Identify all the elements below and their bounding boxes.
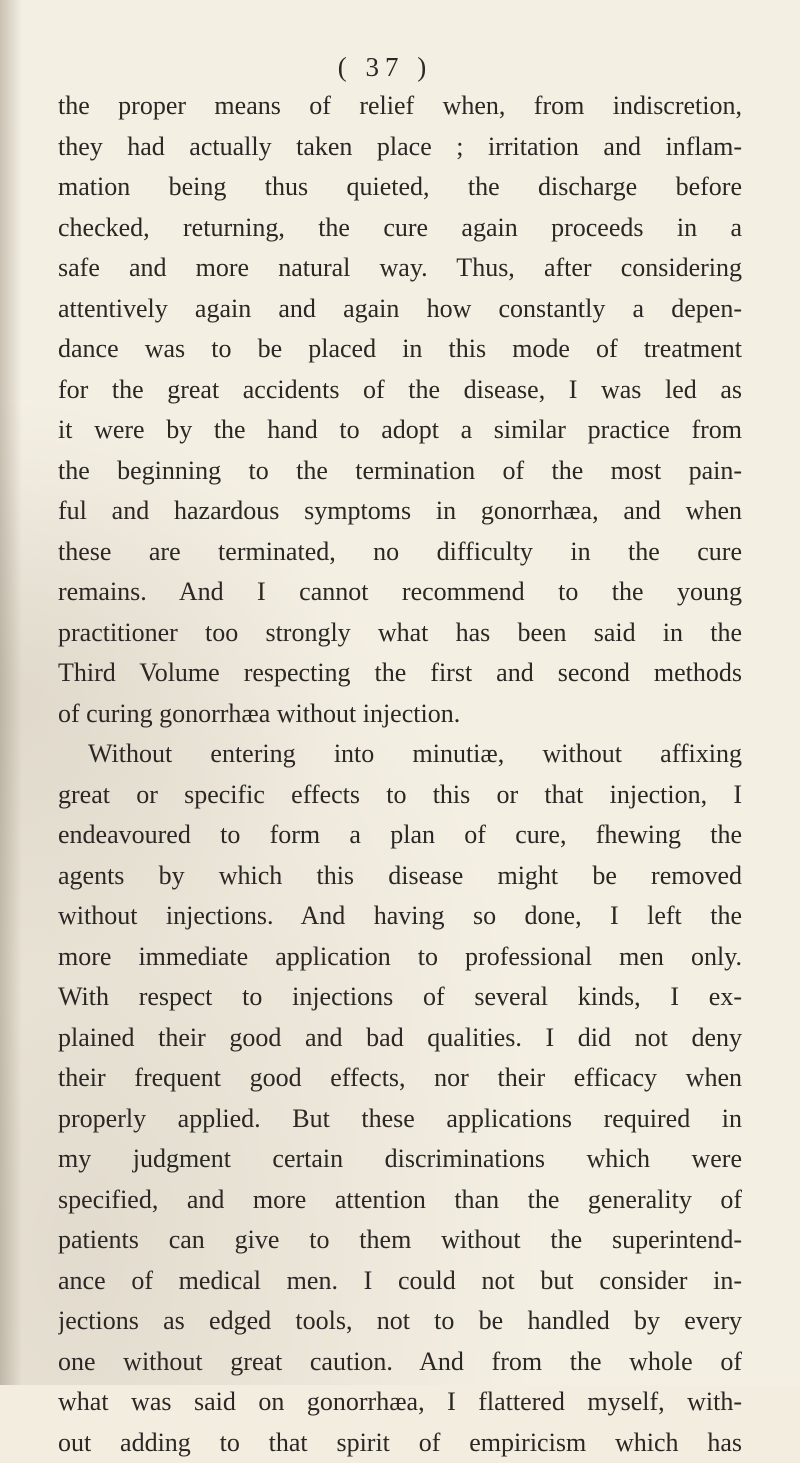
text-line: it were by the hand to adopt a similar practice from (58, 410, 742, 451)
text-line: the beginning to the termination of the most pain- (58, 451, 742, 492)
text-line: patients can give to them without the superintend- (58, 1220, 742, 1261)
body-text (58, 86, 742, 1463)
text-line: With respect to injections of several kinds, I ex- (58, 977, 742, 1018)
text-line: for the great accidents of the disease, I was led as (58, 370, 742, 411)
text-line: out adding to that spirit of empiricism which has (58, 1423, 742, 1463)
page-edge-shadow (0, 0, 22, 1385)
text-line: safe and more natural way. Thus, after considering (58, 248, 742, 289)
text-line: remains. And I cannot recommend to the young (58, 572, 742, 613)
text-line: of curing gonorrhæa without injection. (58, 694, 742, 735)
text-line: practitioner too strongly what has been said in the (58, 613, 742, 654)
text-line: without injections. And having so done, I left the (58, 896, 742, 937)
text-line: properly applied. But these applications required in (58, 1099, 742, 1140)
text-line: their frequent good effects, nor their efficacy when (58, 1058, 742, 1099)
page-number: ( 37 ) (0, 52, 770, 83)
text-line: more immediate application to professional men only. (58, 937, 742, 978)
text-line: specified, and more attention than the generality of (58, 1180, 742, 1221)
text-line: these are terminated, no difficulty in the cure (58, 532, 742, 573)
text-line: agents by which this disease might be removed (58, 856, 742, 897)
text-line: Third Volume respecting the first and second methods (58, 653, 742, 694)
text-line: mation being thus quieted, the discharge before (58, 167, 742, 208)
text-line: great or specific effects to this or that injection, I (58, 775, 742, 816)
text-line: checked, returning, the cure again proceeds in a (58, 208, 742, 249)
text-line: Without entering into minutiæ, without affixing (58, 734, 742, 775)
text-line: one without great caution. And from the whole of (58, 1342, 742, 1383)
text-line: attentively again and again how constantly a depen- (58, 289, 742, 330)
text-line: endeavoured to form a plan of cure, fhewing the (58, 815, 742, 856)
text-line: dance was to be placed in this mode of treatment (58, 329, 742, 370)
text-line: the proper means of relief when, from indiscretion, (58, 86, 742, 127)
text-line: plained their good and bad qualities. I did not deny (58, 1018, 742, 1059)
text-line: jections as edged tools, not to be handled by every (58, 1301, 742, 1342)
text-line: ful and hazardous symptoms in gonorrhæa, and when (58, 491, 742, 532)
text-line: ance of medical men. I could not but consider in- (58, 1261, 742, 1302)
text-line: my judgment certain discriminations which were (58, 1139, 742, 1180)
text-line: what was said on gonorrhæa, I flattered myself, with- (58, 1382, 742, 1423)
text-line: they had actually taken place ; irritation and inflam- (58, 127, 742, 168)
